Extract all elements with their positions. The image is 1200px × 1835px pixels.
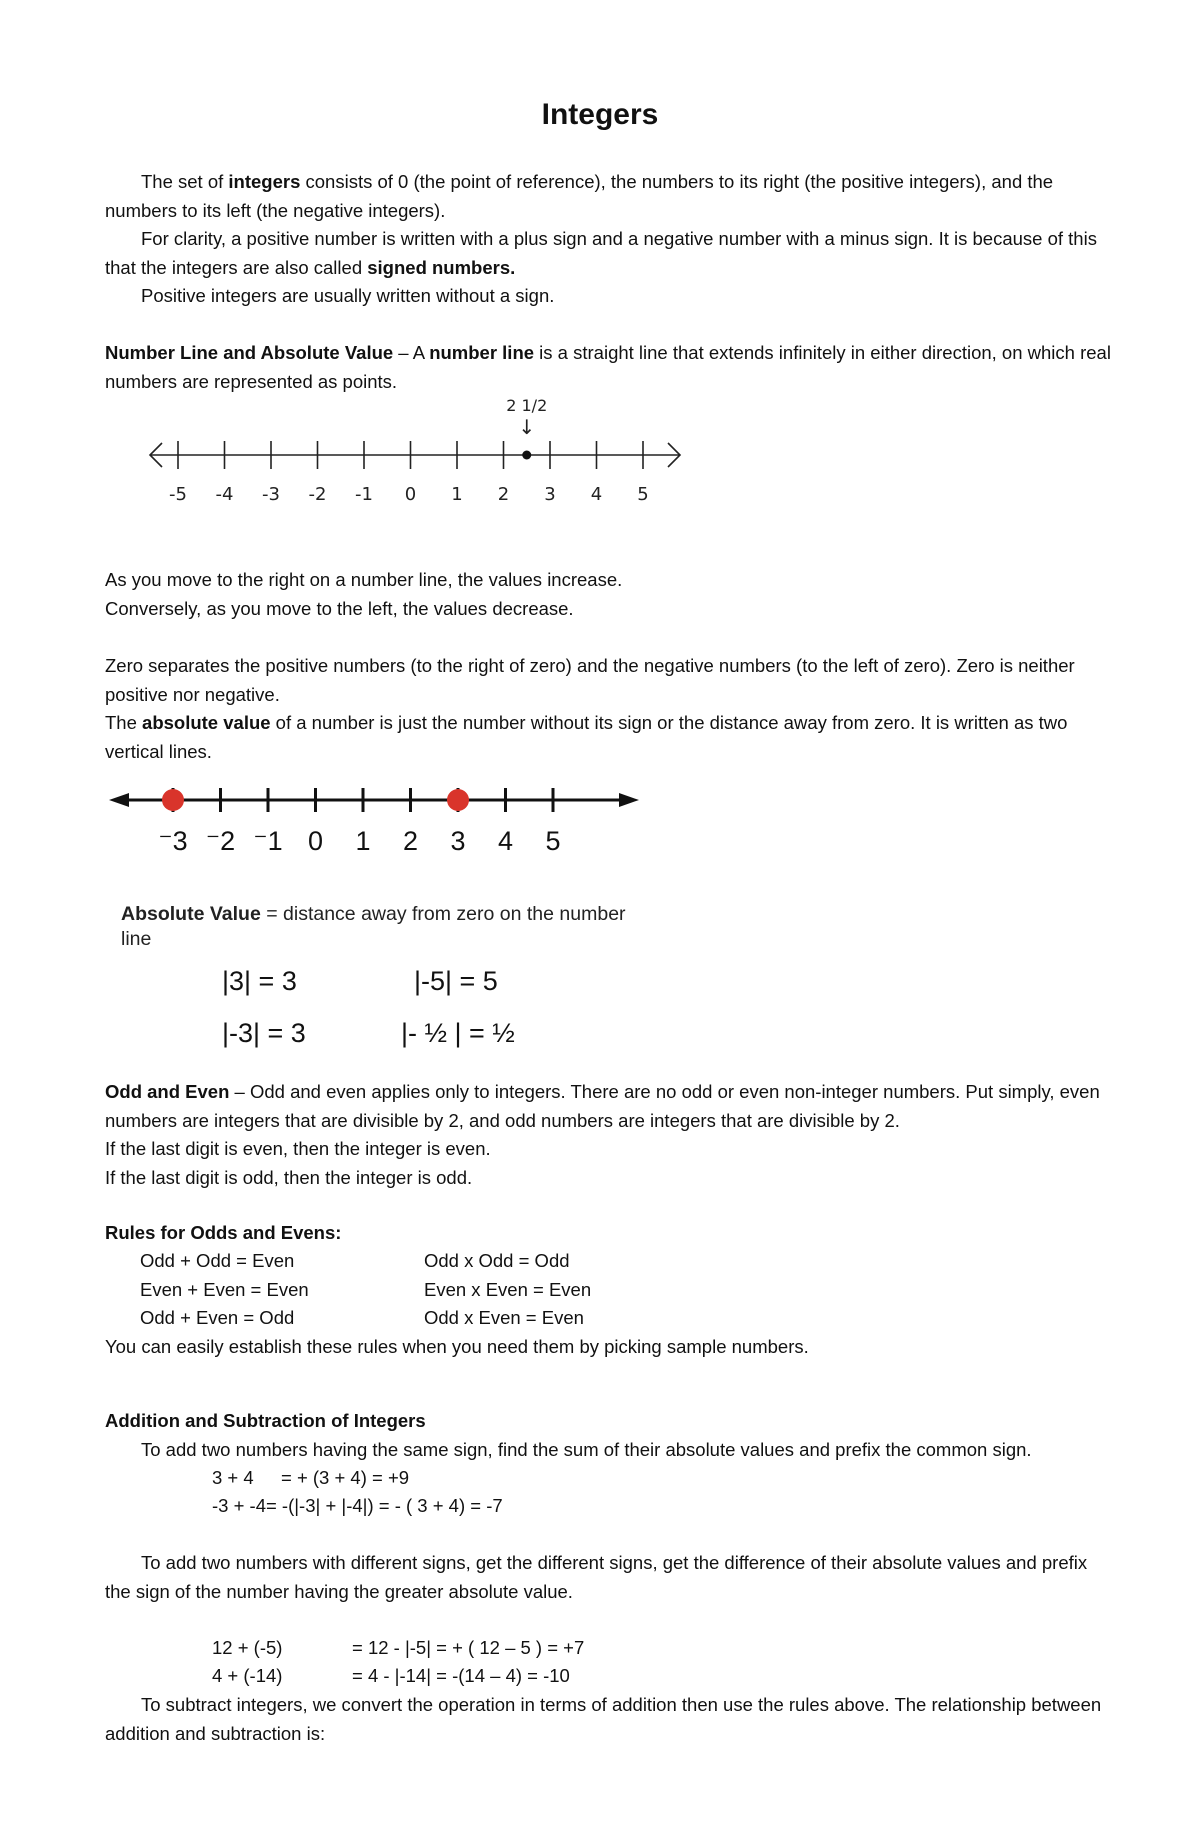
tick-label: ⁻2 — [205, 826, 236, 856]
different-sign-block — [105, 1549, 1115, 1606]
direction-section — [105, 566, 1115, 623]
example-4-left: 4 + (-14) — [212, 1665, 283, 1686]
direction-line-2: Conversely, as you move to the left, the values decrease. — [105, 597, 574, 619]
odd-even-line-2: If the last digit is odd, then the integer is odd. — [105, 1166, 473, 1188]
absolute-value-paragraph: The absolute value of a number is just the number without its sign or the distance away from zero. It is written as two vertical lines. — [105, 712, 1068, 762]
marker-label: 2 1/2 — [506, 396, 548, 415]
odd-even-paragraph: Odd and Even – Odd and even applies only to integers. There are no odd or even non-integer numbers. Put simply, even numbers are integers that are divisible by 2, and odd numbers are integers that are divisible by 2. — [105, 1081, 1100, 1131]
highlighted-point — [162, 789, 184, 811]
tick-label: 1 — [451, 484, 463, 505]
rule-right: Odd x Odd = Odd — [424, 1250, 570, 1271]
odd-even-section — [105, 1078, 1115, 1192]
tick-label: 3 — [450, 826, 466, 856]
example-2: -3 + -4= -(|-3| + |-4|) = - ( 3 + 4) = -7 — [212, 1495, 503, 1516]
abs-equation-1: |3| = 3 — [222, 966, 297, 996]
tick-label: -4 — [215, 484, 234, 505]
rules-note-block — [105, 1333, 1115, 1362]
arrow-right-icon — [619, 793, 639, 807]
marker-point — [522, 451, 531, 460]
odd-even-line-1: If the last digit is even, then the integer is even. — [105, 1138, 491, 1159]
example-1-right: = + (3 + 4) = +9 — [281, 1467, 410, 1488]
absolute-value-definition: Absolute Value = distance away from zero on the number line — [121, 903, 626, 950]
number-line-paragraph: Number Line and Absolute Value – A number line is a straight line that extends infinitely in either direction, on which real numbers are represented as points. — [105, 342, 1111, 392]
tick-label: 5 — [637, 484, 649, 505]
tick-label: 2 — [497, 484, 510, 505]
highlighted-point — [447, 789, 469, 811]
rules-note: You can easily establish these rules when you need them by picking sample numbers. — [105, 1336, 809, 1357]
tick-label: 2 — [402, 826, 419, 856]
tick-label: -5 — [169, 484, 187, 505]
same-sign-rule: To add two numbers having the same sign, find the sum of their absolute values and prefix the common sign. — [141, 1438, 1032, 1460]
tick-label: 0 — [307, 826, 324, 856]
abs-equation-2: |-5| = 5 — [414, 966, 498, 996]
rule-left: Odd + Odd = Even — [140, 1250, 295, 1271]
rules-heading: Rules for Odds and Evens: — [105, 1222, 342, 1243]
abs-equation-3: |-3| = 3 — [222, 1018, 306, 1048]
zero-paragraph: Zero separates the positive numbers (to the right of zero) and the negative numbers (to the left of zero). Zero is neither positive nor negative. — [105, 655, 1075, 705]
example-3-right: = 12 - |-5| = + ( 12 – 5 ) = +7 — [352, 1637, 585, 1658]
example-1-left: 3 + 4 — [212, 1467, 254, 1488]
intro-paragraph-2: For clarity, a positive number is written with a plus sign and a negative number with a minus sign. It is because of this that the integers are also called signed numbers. — [105, 228, 1097, 278]
different-sign-rule: To add two numbers with different signs, get the different signs, get the difference of their absolute values and prefix the sign of the number having the greater absolute value. — [105, 1552, 1088, 1602]
marker-arrow-icon: ↓ — [518, 415, 536, 439]
tick-label: ⁻3 — [158, 826, 188, 856]
tick-label: 4 — [497, 826, 514, 856]
rule-left: Even + Even = Even — [140, 1278, 309, 1300]
intro-section — [105, 168, 1115, 311]
addition-section — [105, 1407, 1115, 1464]
tick-label: -3 — [262, 484, 280, 505]
tick-label: 0 — [404, 484, 417, 505]
tick-label: 4 — [590, 484, 603, 505]
number-line-figure-2 — [105, 778, 675, 858]
intro-paragraph-3: Positive integers are usually written without a sign. — [141, 285, 555, 306]
rule-left: Odd + Even = Odd — [140, 1307, 295, 1328]
tick-label: -1 — [355, 484, 373, 505]
rules-heading-block — [105, 1219, 1115, 1248]
arrow-left-icon — [109, 793, 129, 807]
subtraction-block — [105, 1691, 1115, 1748]
page-title: Integers — [541, 98, 659, 131]
intro-paragraph-1: The set of integers consists of 0 (the point of reference), the numbers to its right (the positive integers), and the numbers to its left (the negative integers). — [105, 171, 1054, 221]
rule-right: Even x Even = Even — [424, 1278, 592, 1300]
number-line-figure-1 — [140, 392, 720, 512]
example-3-left: 12 + (-5) — [212, 1637, 283, 1658]
tick-label: 3 — [544, 484, 556, 505]
tick-label: 1 — [355, 826, 371, 856]
tick-label: -2 — [308, 484, 327, 505]
addition-heading: Addition and Subtraction of Integers — [105, 1410, 426, 1431]
zero-section — [105, 652, 1115, 766]
tick-label: ⁻1 — [253, 826, 283, 856]
tick-label: 5 — [545, 826, 561, 856]
number-line-section — [105, 339, 1115, 396]
direction-line-1: As you move to the right on a number line, the values increase. — [105, 569, 623, 590]
rule-right: Odd x Even = Even — [424, 1307, 584, 1328]
abs-equation-4: |- ½ | = ½ — [401, 1018, 515, 1048]
subtraction-rule: To subtract integers, we convert the operation in terms of addition then use the rules above. The relationship between addition and subtraction is: — [105, 1694, 1102, 1744]
example-4-right: = 4 - |-14| = -(14 – 4) = -10 — [352, 1665, 570, 1686]
